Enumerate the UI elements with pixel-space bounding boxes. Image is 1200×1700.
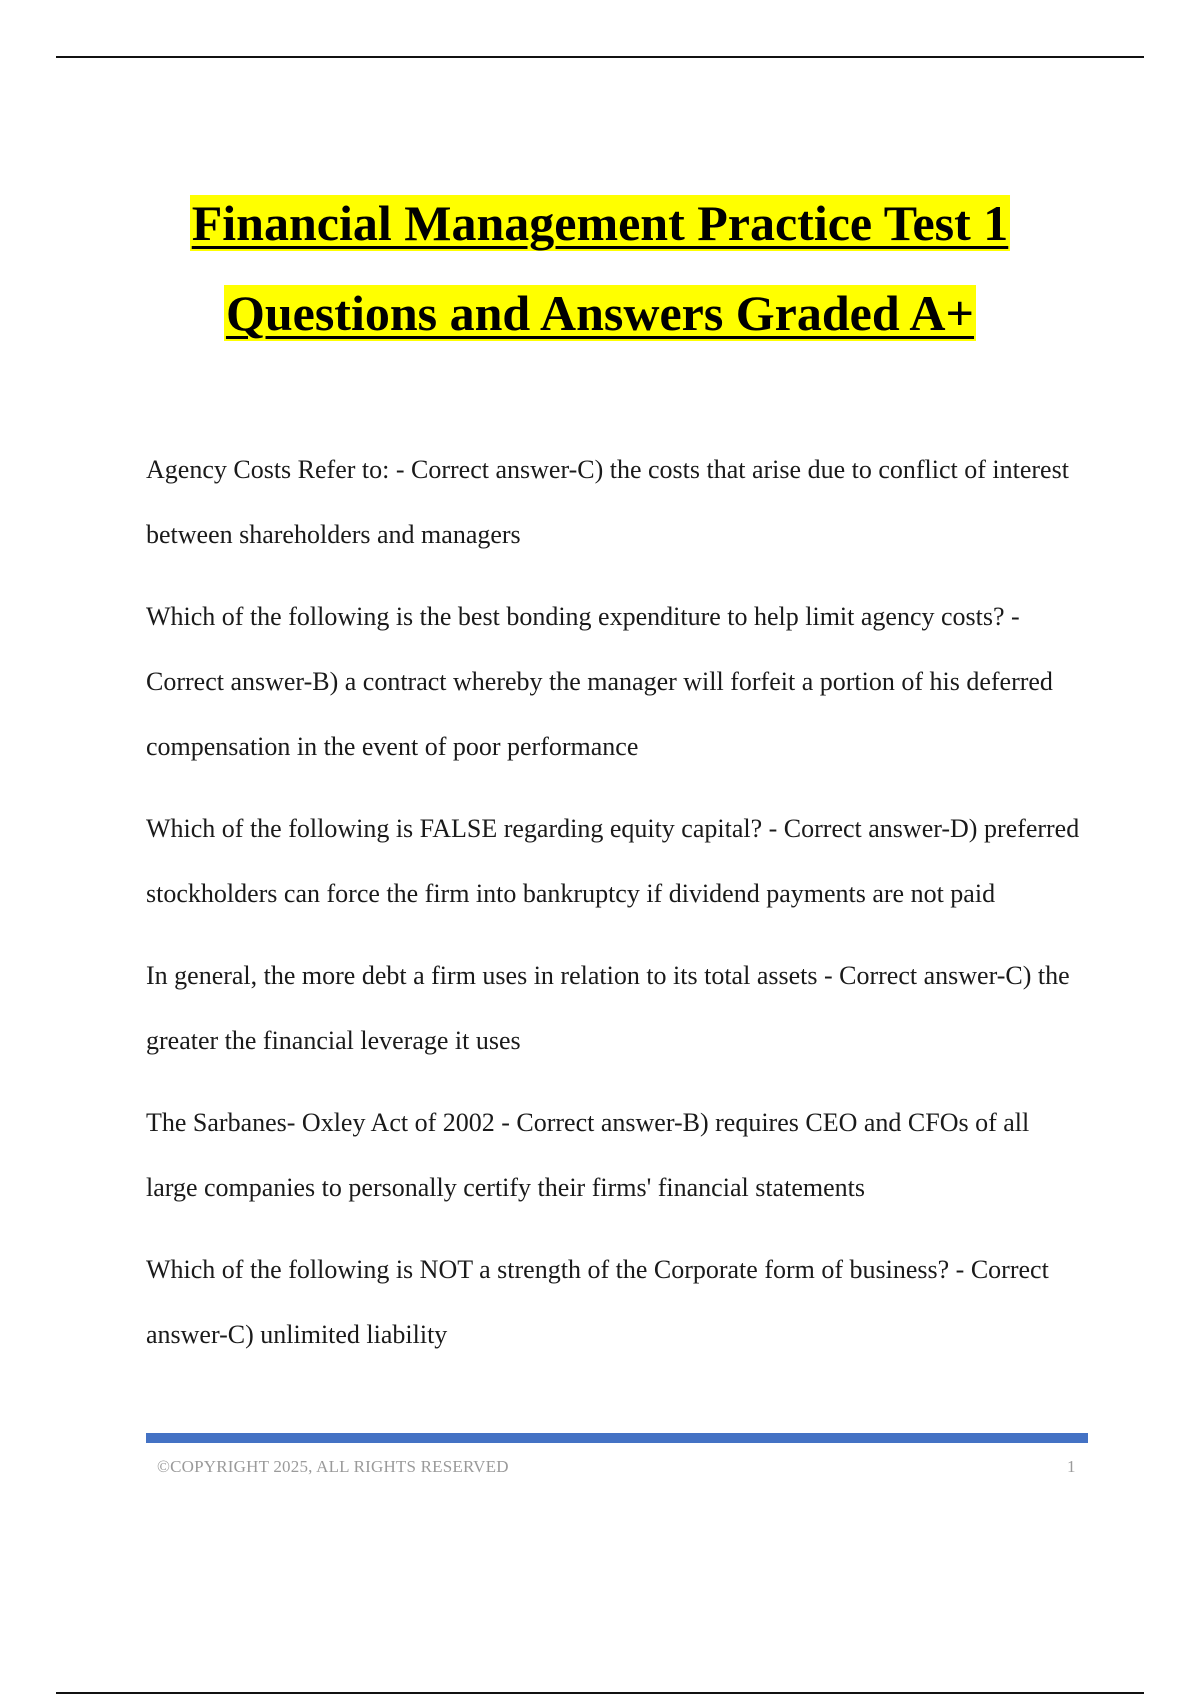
page-top-rule	[56, 56, 1144, 58]
title-line-1-text: Financial Management Practice Test 1	[191, 195, 1009, 251]
footer-copyright: ©COPYRIGHT 2025, ALL RIGHTS RESERVED	[157, 1457, 509, 1476]
document-title	[0, 178, 1200, 358]
page-bottom-rule	[56, 1692, 1144, 1694]
qa-item: Which of the following is FALSE regarding equity capital? - Correct answer-D) preferred stockholders can force the firm into bankruptcy if dividend payments are not paid	[146, 814, 1080, 908]
title-line-2	[0, 268, 1200, 358]
footer-page-number: 1	[1067, 1457, 1076, 1476]
qa-list	[146, 437, 1086, 1384]
qa-item: Which of the following is NOT a strength of the Corporate form of business? - Correct answer-C) unlimited liability	[146, 1255, 1049, 1349]
title-line-2-text: Questions and Answers Graded A+	[225, 285, 975, 341]
footer-bar	[146, 1433, 1088, 1443]
qa-item: The Sarbanes- Oxley Act of 2002 - Correct answer-B) requires CEO and CFOs of all large companies to personally certify their firms' financial statements	[146, 1108, 1030, 1202]
qa-item: In general, the more debt a firm uses in relation to its total assets - Correct answer-C) the greater the financial leverage it uses	[146, 961, 1070, 1055]
qa-item: Which of the following is the best bonding expenditure to help limit agency costs? - Correct answer-B) a contract whereby the manager will forfeit a portion of his deferred compensation in the event of poor performance	[146, 602, 1053, 761]
qa-item: Agency Costs Refer to: - Correct answer-C) the costs that arise due to conflict of interest between shareholders and managers	[146, 455, 1069, 549]
title-line-1	[0, 178, 1200, 268]
